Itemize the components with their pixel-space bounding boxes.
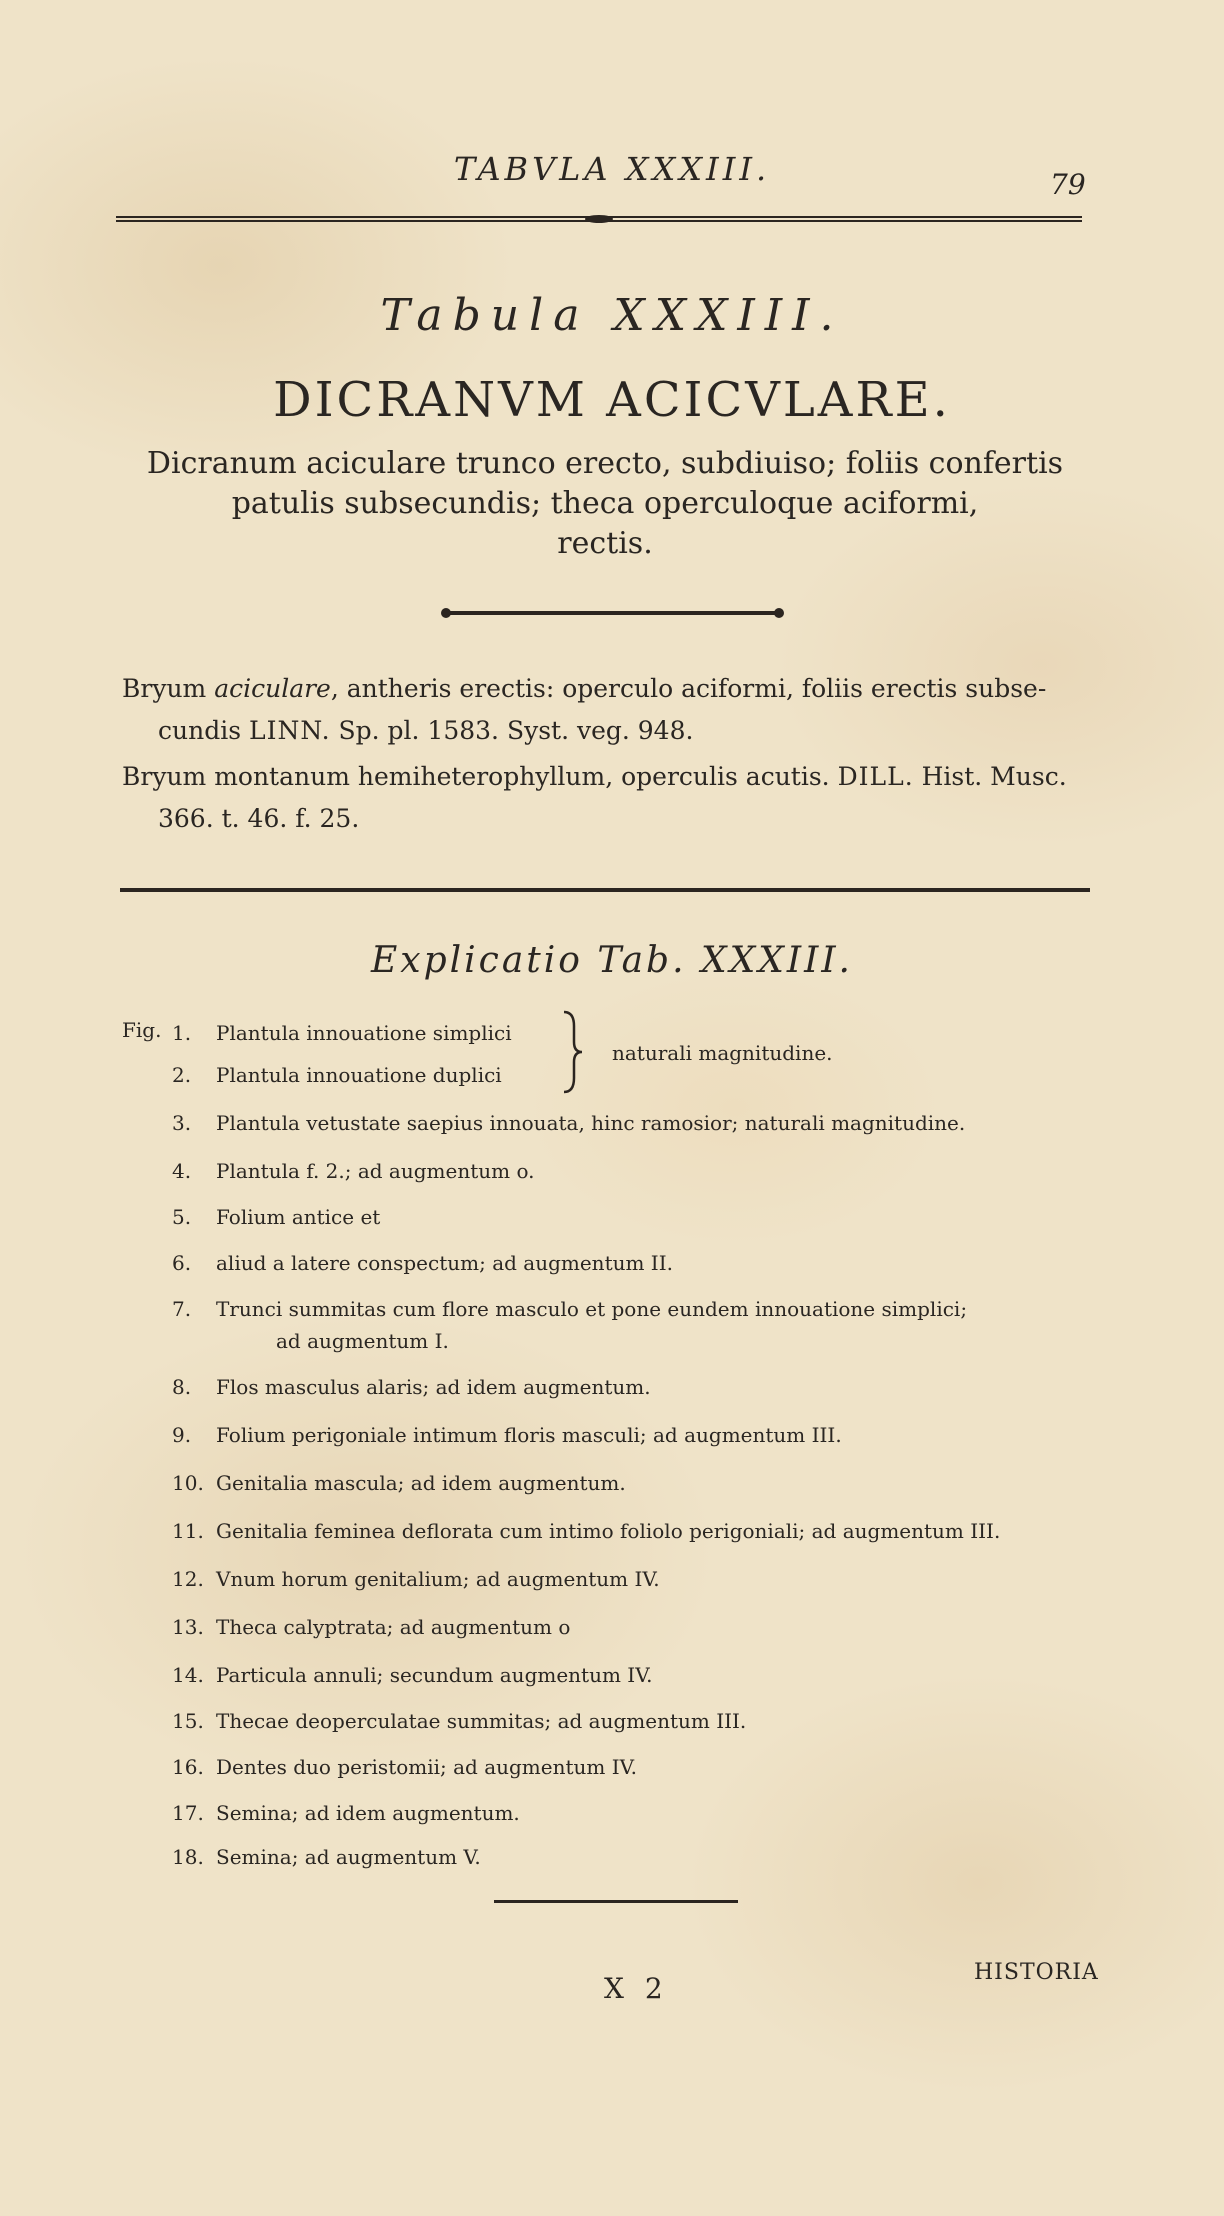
brace-note: naturali magnitudine.: [612, 1041, 833, 1065]
page-number: 79: [1050, 168, 1086, 201]
list-item: [172, 1564, 660, 1594]
explicatio-heading: Explicatio Tab. XXXIII.: [371, 940, 853, 981]
synonym-linnaeus: [122, 668, 1112, 752]
item-text: Folium antice et: [216, 1205, 381, 1229]
list-item: [172, 1612, 570, 1642]
item-number: 8.: [172, 1375, 192, 1399]
synonym-dillenius: [122, 756, 1112, 840]
item-text: Genitalia feminea deflorata cum intimo foliolo perigoniali; ad augmentum III.: [216, 1519, 1001, 1543]
item-number: 18.: [172, 1845, 204, 1869]
brace-glyph: [562, 1010, 584, 1094]
item-number: 12.: [172, 1567, 204, 1591]
item-text: Dentes duo peristomii; ad augmentum IV.: [216, 1755, 637, 1779]
item-text: Plantula vetustate saepius innouata, hinc ramosior; naturali magnitudine.: [216, 1111, 966, 1135]
list-item: [172, 1294, 967, 1324]
item-text: Trunci summitas cum flore masculo et pone eundem innouatione simplici;: [216, 1297, 968, 1321]
list-item: [172, 1202, 380, 1232]
synonym-text: 366. t. 46. f. 25.: [158, 804, 360, 833]
list-item: [172, 1248, 673, 1278]
item-text: Semina; ad augmentum V.: [216, 1845, 481, 1869]
synonym-text: Bryum: [122, 674, 215, 703]
item-number: 10.: [172, 1471, 204, 1495]
synonym-text: , antheris erectis: operculo aciformi, foliis erectis subse-: [330, 674, 1047, 703]
list-item-continuation: ad augmentum I.: [276, 1329, 449, 1353]
item-number: 5.: [172, 1205, 192, 1229]
item-number: 3.: [172, 1111, 192, 1135]
item-text: Plantula f. 2.; ad augmentum o.: [216, 1159, 535, 1183]
diagnosis-line: rectis.: [557, 526, 653, 561]
synonym-epithet: aciculare: [214, 674, 331, 703]
list-item: [172, 1372, 651, 1402]
item-text: Theca calyptrata; ad augmentum o: [216, 1615, 571, 1639]
item-number: 13.: [172, 1615, 204, 1639]
item-text: Thecae deoperculatae summitas; ad augmentum III.: [216, 1709, 747, 1733]
item-text: Plantula innouatione duplici: [216, 1063, 502, 1087]
list-item: [172, 1842, 481, 1872]
catchword: HISTORIA: [974, 1960, 1099, 1985]
diagnosis-line: Dicranum aciculare trunco erecto, subdiuiso; foliis confertis: [146, 446, 1064, 481]
section-rule: [120, 888, 1090, 892]
item-number: 11.: [172, 1519, 204, 1543]
item-number: 14.: [172, 1663, 204, 1687]
list-item: [172, 1420, 842, 1450]
running-title: TABVLA XXXIII.: [453, 150, 771, 188]
author-name: DILL.: [837, 762, 914, 791]
item-number: 6.: [172, 1251, 192, 1275]
plate-title: Tabula XXXIII.: [380, 290, 844, 341]
item-number: 1.: [172, 1021, 192, 1045]
item-number: 15.: [172, 1709, 204, 1733]
synonym-text: cundis: [158, 716, 249, 745]
synonym-text: Hist. Musc.: [913, 762, 1067, 791]
list-item: [172, 1798, 520, 1828]
list-item: [172, 1752, 637, 1782]
list-item: [172, 1660, 653, 1690]
item-text: Semina; ad idem augmentum.: [216, 1801, 520, 1825]
list-item: [172, 1516, 1000, 1546]
signature-mark: X 2: [604, 1972, 669, 2005]
item-text: Flos masculus alaris; ad idem augmentum.: [216, 1375, 651, 1399]
list-item: [172, 1060, 502, 1090]
author-name: LINN.: [248, 716, 331, 745]
synonym-text: Bryum montanum hemiheterophyllum, operculis acutis.: [122, 762, 838, 791]
item-number: 7.: [172, 1297, 192, 1321]
list-item: [172, 1468, 626, 1498]
item-text: Folium perigoniale intimum floris masculi; ad augmentum III.: [216, 1423, 842, 1447]
list-item: [172, 1018, 512, 1048]
ornament-divider: [440, 606, 785, 620]
fig-label: Fig.: [122, 1018, 162, 1042]
item-text: Particula annuli; secundum augmentum IV.: [216, 1663, 653, 1687]
item-number: 17.: [172, 1801, 204, 1825]
item-number: 4.: [172, 1159, 192, 1183]
item-text: Plantula innouatione simplici: [216, 1021, 512, 1045]
list-item: [172, 1156, 535, 1186]
item-number: 16.: [172, 1755, 204, 1779]
diagnosis-line: patulis subsecundis; theca operculoque aciformi,: [231, 486, 979, 521]
ornamental-rule-top: [116, 214, 1082, 224]
item-number: 9.: [172, 1423, 192, 1447]
diagnosis: [120, 444, 1090, 564]
closing-rule: [494, 1900, 738, 1903]
item-number: 2.: [172, 1063, 192, 1087]
item-text: aliud a latere conspectum; ad augmentum II.: [216, 1251, 673, 1275]
item-text: Genitalia mascula; ad idem augmentum.: [216, 1471, 626, 1495]
list-item: [172, 1108, 965, 1138]
synonym-text: Sp. pl. 1583. Syst. veg. 948.: [330, 716, 694, 745]
list-item: [172, 1706, 746, 1736]
item-text: Vnum horum genitalium; ad augmentum IV.: [216, 1567, 660, 1591]
species-name: DICRANVM ACICVLARE.: [273, 372, 951, 428]
